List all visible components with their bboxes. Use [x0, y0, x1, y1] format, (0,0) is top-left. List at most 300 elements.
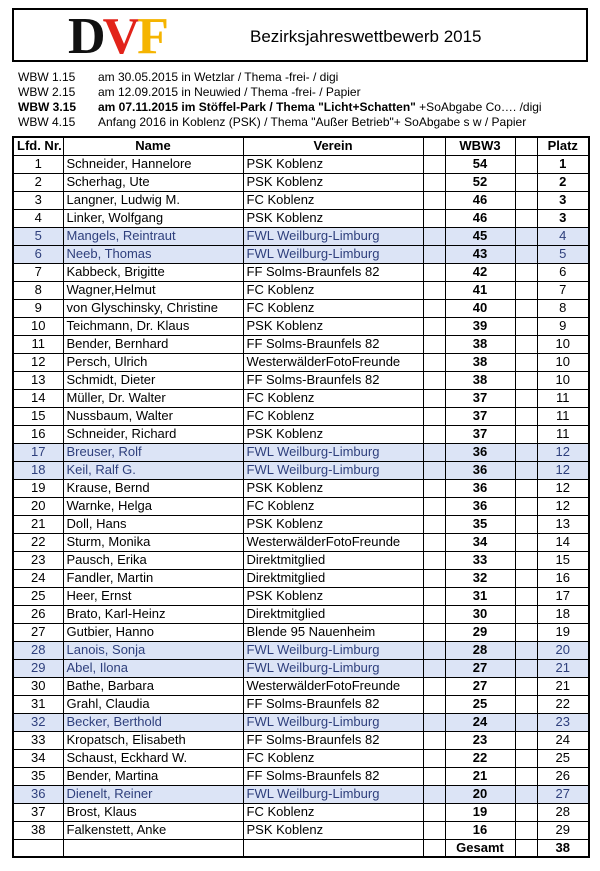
table-row — [13, 695, 589, 713]
cell-spacer — [423, 245, 445, 263]
table-row — [13, 623, 589, 641]
cell-name: Sturm, Monika — [63, 533, 243, 551]
cell-points: 45 — [445, 227, 515, 245]
cell-verein: FC Koblenz — [243, 191, 423, 209]
cell-nr: 31 — [13, 695, 63, 713]
table-row — [13, 209, 589, 227]
cell-nr: 16 — [13, 425, 63, 443]
cell-spacer — [423, 461, 445, 479]
cell-spacer — [423, 551, 445, 569]
cell-spacer — [423, 641, 445, 659]
cell-platz: 25 — [537, 749, 589, 767]
cell-name: Linker, Wolfgang — [63, 209, 243, 227]
cell-name: von Glyschinsky, Christine — [63, 299, 243, 317]
event-text — [98, 70, 338, 85]
cell-points: 22 — [445, 749, 515, 767]
table-row — [13, 659, 589, 677]
cell-verein: FF Solms-Braunfels 82 — [243, 731, 423, 749]
cell-name: Bathe, Barbara — [63, 677, 243, 695]
cell-name: Müller, Dr. Walter — [63, 389, 243, 407]
cell-verein: FC Koblenz — [243, 281, 423, 299]
cell-spacer — [515, 623, 537, 641]
logo-letter-d: D — [68, 8, 103, 65]
cell-nr: 32 — [13, 713, 63, 731]
cell-name: Keil, Ralf G. — [63, 461, 243, 479]
cell-nr: 4 — [13, 209, 63, 227]
cell-verein: PSK Koblenz — [243, 209, 423, 227]
table-row — [13, 227, 589, 245]
cell-spacer — [423, 677, 445, 695]
cell-spacer — [515, 173, 537, 191]
cell-points: 34 — [445, 533, 515, 551]
event-text — [98, 85, 361, 100]
cell-spacer — [515, 515, 537, 533]
cell-spacer — [423, 695, 445, 713]
cell-points: 54 — [445, 155, 515, 173]
cell-spacer — [515, 587, 537, 605]
cell-nr: 19 — [13, 479, 63, 497]
cell-verein: PSK Koblenz — [243, 317, 423, 335]
event-code: WBW 3.15 — [18, 100, 77, 114]
cell-spacer — [515, 155, 537, 173]
cell-spacer — [515, 659, 537, 677]
cell-nr: 10 — [13, 317, 63, 335]
event-list — [18, 70, 598, 130]
cell-platz: 11 — [537, 425, 589, 443]
cell-platz: 17 — [537, 587, 589, 605]
cell-name: Pausch, Erika — [63, 551, 243, 569]
event-description: am 30.05.2015 in Wetzlar / Thema -frei- / digi — [98, 70, 339, 84]
cell-platz: 11 — [537, 389, 589, 407]
cell-spacer — [515, 677, 537, 695]
cell-points: 27 — [445, 677, 515, 695]
cell-spacer — [515, 263, 537, 281]
cell-platz: 10 — [537, 371, 589, 389]
cell-spacer — [515, 605, 537, 623]
dvf-logo — [68, 8, 198, 65]
cell-points: 32 — [445, 569, 515, 587]
cell-spacer — [423, 227, 445, 245]
cell-spacer — [515, 785, 537, 803]
cell-points: 42 — [445, 263, 515, 281]
cell-name: Kropatsch, Elisabeth — [63, 731, 243, 749]
cell-nr: 2 — [13, 173, 63, 191]
col-header-verein: Verein — [243, 137, 423, 155]
cell-points: 46 — [445, 191, 515, 209]
cell-verein: FF Solms-Braunfels 82 — [243, 767, 423, 785]
cell-spacer — [423, 497, 445, 515]
cell-spacer — [515, 713, 537, 731]
cell-spacer — [515, 641, 537, 659]
event-code: WBW 4.15 — [18, 115, 76, 129]
cell-spacer — [423, 281, 445, 299]
cell-spacer — [423, 821, 445, 839]
cell-nr: 12 — [13, 353, 63, 371]
cell-points: 28 — [445, 641, 515, 659]
cell-name: Bender, Martina — [63, 767, 243, 785]
cell-spacer — [515, 803, 537, 821]
cell-points: 31 — [445, 587, 515, 605]
table-row — [13, 371, 589, 389]
cell-points: 30 — [445, 605, 515, 623]
cell-platz: 20 — [537, 641, 589, 659]
cell-points: 43 — [445, 245, 515, 263]
cell-platz: 8 — [537, 299, 589, 317]
col-header-wbw: WBW3 — [445, 137, 515, 155]
cell-nr: 8 — [13, 281, 63, 299]
cell-points: 38 — [445, 371, 515, 389]
cell-spacer — [515, 353, 537, 371]
cell-points: 29 — [445, 623, 515, 641]
page-title: Bezirksjahreswettbewerb 2015 — [250, 27, 482, 46]
cell-nr: 26 — [13, 605, 63, 623]
cell-verein: Direktmitglied — [243, 551, 423, 569]
cell-spacer — [423, 299, 445, 317]
cell-verein: WesterwälderFotoFreunde — [243, 677, 423, 695]
cell-platz: 12 — [537, 479, 589, 497]
cell-platz: 22 — [537, 695, 589, 713]
cell-verein: Direktmitglied — [243, 569, 423, 587]
cell-spacer — [423, 659, 445, 677]
cell-points: 37 — [445, 425, 515, 443]
cell-nr: 13 — [13, 371, 63, 389]
cell-platz: 19 — [537, 623, 589, 641]
cell-points: 33 — [445, 551, 515, 569]
cell-spacer — [515, 695, 537, 713]
cell-verein: FC Koblenz — [243, 407, 423, 425]
table-row — [13, 677, 589, 695]
cell-points: 38 — [445, 335, 515, 353]
cell-platz: 10 — [537, 335, 589, 353]
cell-name: Scherhag, Ute — [63, 173, 243, 191]
cell-verein: FC Koblenz — [243, 749, 423, 767]
cell-platz: 12 — [537, 461, 589, 479]
cell-name: Schneider, Richard — [63, 425, 243, 443]
cell-spacer — [423, 191, 445, 209]
cell-name: Heer, Ernst — [63, 587, 243, 605]
cell-spacer — [515, 299, 537, 317]
cell-platz: 29 — [537, 821, 589, 839]
cell-nr: 21 — [13, 515, 63, 533]
cell-verein: FWL Weilburg-Limburg — [243, 245, 423, 263]
cell-spacer — [423, 425, 445, 443]
cell-spacer — [423, 749, 445, 767]
cell-platz: 7 — [537, 281, 589, 299]
cell-spacer — [423, 155, 445, 173]
table-row — [13, 533, 589, 551]
table-row — [13, 317, 589, 335]
cell-spacer — [515, 551, 537, 569]
cell-spacer — [515, 209, 537, 227]
logo-letter-v: V — [102, 8, 138, 65]
cell-name: Teichmann, Dr. Klaus — [63, 317, 243, 335]
cell-points: 36 — [445, 443, 515, 461]
cell-spacer — [423, 515, 445, 533]
cell-spacer — [515, 371, 537, 389]
cell-spacer — [515, 497, 537, 515]
cell-verein: FWL Weilburg-Limburg — [243, 443, 423, 461]
cell-spacer — [423, 533, 445, 551]
cell-name: Warnke, Helga — [63, 497, 243, 515]
table-row — [13, 551, 589, 569]
cell-nr: 34 — [13, 749, 63, 767]
event-line — [18, 100, 598, 115]
header-box — [12, 8, 588, 65]
table-row — [13, 569, 589, 587]
cell-points: 20 — [445, 785, 515, 803]
cell-nr: 29 — [13, 659, 63, 677]
cell-nr: 7 — [13, 263, 63, 281]
cell-platz: 16 — [537, 569, 589, 587]
table-row — [13, 605, 589, 623]
cell-platz: 21 — [537, 677, 589, 695]
cell-spacer — [423, 623, 445, 641]
cell-nr: 5 — [13, 227, 63, 245]
table-row — [13, 767, 589, 785]
table-row — [13, 803, 589, 821]
cell-spacer — [515, 443, 537, 461]
cell-name: Brato, Karl-Heinz — [63, 605, 243, 623]
cell-spacer — [515, 479, 537, 497]
cell-nr: 1 — [13, 155, 63, 173]
cell-nr: 23 — [13, 551, 63, 569]
cell-points: 40 — [445, 299, 515, 317]
col-header-name: Name — [63, 137, 243, 155]
cell-verein: FC Koblenz — [243, 389, 423, 407]
cell-points: 24 — [445, 713, 515, 731]
cell-name: Persch, Ulrich — [63, 353, 243, 371]
cell-spacer — [423, 587, 445, 605]
table-row — [13, 389, 589, 407]
cell-spacer — [423, 353, 445, 371]
cell-spacer — [423, 371, 445, 389]
cell-nr: 17 — [13, 443, 63, 461]
cell-spacer — [515, 245, 537, 263]
cell-platz: 11 — [537, 407, 589, 425]
cell-verein: Blende 95 Nauenheim — [243, 623, 423, 641]
logo-letter-f: F — [137, 8, 166, 65]
cell-points: 35 — [445, 515, 515, 533]
cell-platz: 9 — [537, 317, 589, 335]
cell-verein: PSK Koblenz — [243, 479, 423, 497]
table-footer-row — [13, 839, 589, 857]
cell-spacer — [423, 263, 445, 281]
col-header-platz: Platz — [537, 137, 589, 155]
cell-spacer — [515, 227, 537, 245]
cell-platz: 3 — [537, 209, 589, 227]
cell-platz: 13 — [537, 515, 589, 533]
table-header-row — [13, 137, 589, 155]
cell-platz: 26 — [537, 767, 589, 785]
cell-spacer — [515, 767, 537, 785]
cell-name: Becker, Berthold — [63, 713, 243, 731]
cell-verein: FF Solms-Braunfels 82 — [243, 335, 423, 353]
cell-spacer — [515, 731, 537, 749]
cell-platz: 27 — [537, 785, 589, 803]
cell-name: Lanois, Sonja — [63, 641, 243, 659]
cell-name: Falkenstett, Anke — [63, 821, 243, 839]
col-spacer — [423, 137, 445, 155]
cell-nr: 18 — [13, 461, 63, 479]
cell-nr: 22 — [13, 533, 63, 551]
table-row — [13, 461, 589, 479]
table-row — [13, 587, 589, 605]
cell-platz: 5 — [537, 245, 589, 263]
event-line — [18, 70, 598, 85]
cell-spacer — [515, 281, 537, 299]
table-row — [13, 407, 589, 425]
table-row — [13, 785, 589, 803]
cell-platz: 6 — [537, 263, 589, 281]
event-description: Anfang 2016 in Koblenz (PSK) / Thema "Außer Betrieb"+ SoAbgabe s w / Papier — [98, 115, 527, 129]
cell-name: Schmidt, Dieter — [63, 371, 243, 389]
table-row — [13, 335, 589, 353]
cell-name: Langner, Ludwig M. — [63, 191, 243, 209]
cell-spacer — [423, 209, 445, 227]
cell-nr: 3 — [13, 191, 63, 209]
cell-points: 16 — [445, 821, 515, 839]
table-row — [13, 479, 589, 497]
cell-verein: PSK Koblenz — [243, 821, 423, 839]
cell-nr: 24 — [13, 569, 63, 587]
cell-verein: FWL Weilburg-Limburg — [243, 461, 423, 479]
cell-spacer — [423, 731, 445, 749]
cell-points: 37 — [445, 407, 515, 425]
cell-points: 36 — [445, 497, 515, 515]
cell-spacer — [515, 569, 537, 587]
cell-verein: PSK Koblenz — [243, 515, 423, 533]
cell-name: Wagner,Helmut — [63, 281, 243, 299]
cell-nr: 6 — [13, 245, 63, 263]
table-row — [13, 245, 589, 263]
cell-name: Fandler, Martin — [63, 569, 243, 587]
cell-platz: 14 — [537, 533, 589, 551]
cell-platz: 23 — [537, 713, 589, 731]
cell-nr: 38 — [13, 821, 63, 839]
cell-verein: FC Koblenz — [243, 497, 423, 515]
cell-name: Dienelt, Reiner — [63, 785, 243, 803]
event-code: WBW 1.15 — [18, 70, 76, 84]
cell-spacer — [423, 569, 445, 587]
cell-spacer — [423, 317, 445, 335]
cell-name: Nussbaum, Walter — [63, 407, 243, 425]
cell-points: 27 — [445, 659, 515, 677]
cell-name: Abel, Ilona — [63, 659, 243, 677]
table-row — [13, 749, 589, 767]
col-header-nr: Lfd. Nr. — [13, 137, 63, 155]
table-row — [13, 299, 589, 317]
cell-nr: 20 — [13, 497, 63, 515]
event-code: WBW 2.15 — [18, 85, 76, 99]
footer-label: Gesamt — [445, 839, 515, 857]
cell-verein: FC Koblenz — [243, 803, 423, 821]
cell-verein: PSK Koblenz — [243, 155, 423, 173]
cell-name: Krause, Bernd — [63, 479, 243, 497]
cell-spacer — [423, 605, 445, 623]
cell-verein: FWL Weilburg-Limburg — [243, 659, 423, 677]
cell-platz: 12 — [537, 497, 589, 515]
cell-verein: FF Solms-Braunfels 82 — [243, 695, 423, 713]
cell-verein: FF Solms-Braunfels 82 — [243, 263, 423, 281]
cell-verein: FWL Weilburg-Limburg — [243, 713, 423, 731]
cell-platz: 3 — [537, 191, 589, 209]
cell-nr: 28 — [13, 641, 63, 659]
cell-verein: WesterwälderFotoFreunde — [243, 353, 423, 371]
table-row — [13, 731, 589, 749]
cell-spacer — [515, 407, 537, 425]
cell-spacer — [423, 785, 445, 803]
event-description: am 07.11.2015 im Stöffel-Park / Thema "Licht+Schatten" — [98, 100, 416, 114]
cell-name: Kabbeck, Brigitte — [63, 263, 243, 281]
cell-platz: 28 — [537, 803, 589, 821]
cell-spacer — [423, 173, 445, 191]
table-row — [13, 443, 589, 461]
cell-points: 36 — [445, 479, 515, 497]
event-text — [98, 115, 526, 130]
table-row — [13, 425, 589, 443]
cell-spacer — [515, 821, 537, 839]
cell-platz: 15 — [537, 551, 589, 569]
cell-platz: 24 — [537, 731, 589, 749]
cell-spacer — [423, 479, 445, 497]
cell-points: 23 — [445, 731, 515, 749]
cell-points: 38 — [445, 353, 515, 371]
cell-name: Doll, Hans — [63, 515, 243, 533]
cell-verein: PSK Koblenz — [243, 587, 423, 605]
cell-spacer — [515, 335, 537, 353]
table-row — [13, 821, 589, 839]
table-row — [13, 281, 589, 299]
cell-spacer — [515, 317, 537, 335]
cell-platz: 12 — [537, 443, 589, 461]
cell-platz: 2 — [537, 173, 589, 191]
cell-spacer — [515, 389, 537, 407]
cell-points: 25 — [445, 695, 515, 713]
cell-platz: 18 — [537, 605, 589, 623]
cell-nr: 37 — [13, 803, 63, 821]
event-line — [18, 85, 598, 100]
cell-spacer — [423, 335, 445, 353]
cell-platz: 21 — [537, 659, 589, 677]
event-line — [18, 115, 598, 130]
cell-spacer — [423, 389, 445, 407]
cell-name: Mangels, Reintraut — [63, 227, 243, 245]
table-row — [13, 155, 589, 173]
table-row — [13, 497, 589, 515]
table-row — [13, 191, 589, 209]
cell-spacer — [515, 749, 537, 767]
cell-nr: 36 — [13, 785, 63, 803]
cell-nr: 25 — [13, 587, 63, 605]
cell-name: Schneider, Hannelore — [63, 155, 243, 173]
cell-verein: Direktmitglied — [243, 605, 423, 623]
cell-spacer — [423, 443, 445, 461]
cell-platz: 1 — [537, 155, 589, 173]
cell-spacer — [515, 533, 537, 551]
footer-value: 38 — [537, 839, 589, 857]
cell-nr: 11 — [13, 335, 63, 353]
cell-spacer — [423, 713, 445, 731]
event-extra: +SoAbgabe Co…. /digi — [415, 100, 542, 114]
cell-spacer — [423, 767, 445, 785]
cell-name: Grahl, Claudia — [63, 695, 243, 713]
cell-name: Neeb, Thomas — [63, 245, 243, 263]
cell-nr: 27 — [13, 623, 63, 641]
event-text — [98, 100, 542, 115]
col-spacer — [515, 137, 537, 155]
cell-points: 39 — [445, 317, 515, 335]
cell-nr: 33 — [13, 731, 63, 749]
